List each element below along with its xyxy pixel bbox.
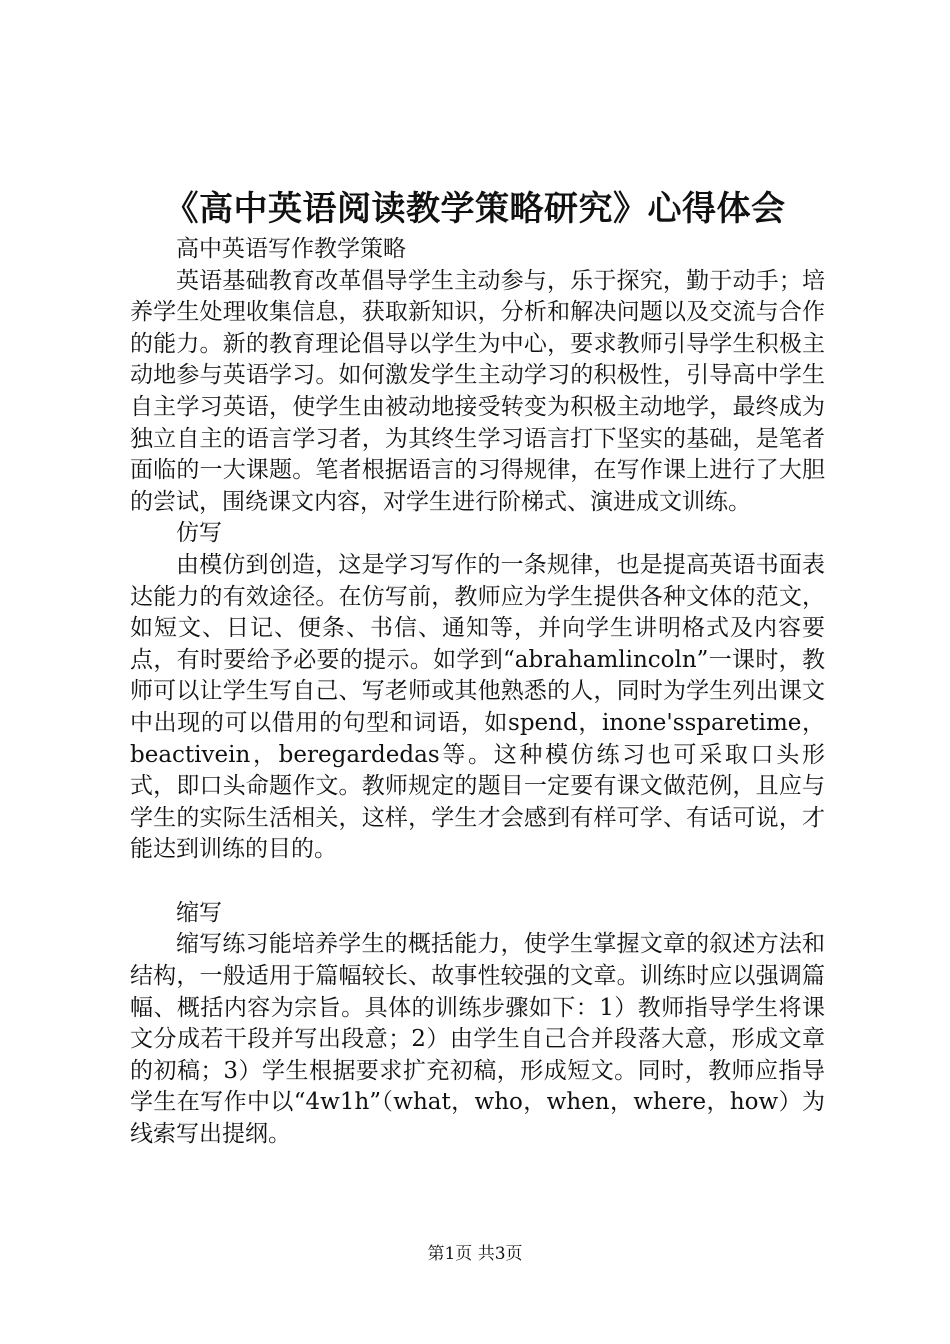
document-title: 《高中英语阅读教学策略研究》心得体会: [164, 189, 786, 229]
paragraph-imitation: 由模仿到创造，这是学习写作的一条规律，也是提高英语书面表达能力的有效途径。在仿写前，教师应为学生提供各种文体的范文，如短文、日记、便条、书信、通知等，并向学生讲明格式及内容要点，有时要给予必要的提示。如学到“abrahamlincoln”一课时，教师可以让学生写自己、写老师或其他熟悉的人，同时为学生列出课文中出现的可以借用的句型和词语，如spend，inone'ssparetime，beactivein，beregardedas等。这种模仿练习也可采取口头形式，即口头命题作文。教师规定的题目一定要有课文做范例，且应与学生的实际生活相关，这样，学生才会感到有样可学、有话可说，才能达到训练的目的。: [130, 551, 825, 863]
section-heading-writing-strategy: 高中英语写作教学策略: [176, 236, 406, 262]
page-number-footer: 第1页 共3页: [427, 1244, 523, 1264]
section-heading-imitation: 仿写: [176, 520, 222, 547]
paragraph-abridgement: 缩写练习能培养学生的概括能力，使学生掌握文章的叙述方法和结构，一般适用于篇幅较长、故事性较强的文章。训练时应以强调篇幅、概括内容为宗旨。具体的训练步骤如下：1）教师指导学生将课文分成若干段并写出段意；2）由学生自己合并段落大意，形成文章的初稿；3）学生根据要求扩充初稿，形成短文。同时，教师应指导学生在写作中以“4w1h”（what，who，when，where，how）为线索写出提纲。: [130, 931, 825, 1148]
section-heading-abridgement: 缩写: [176, 899, 222, 926]
paragraph-introduction: 英语基础教育改革倡导学生主动参与，乐于探究，勤于动手；培养学生处理收集信息，获取新知识，分析和解决问题以及交流与合作的能力。新的教育理论倡导以学生为中心，要求教师引导学生积极主动地参与英语学习。如何激发学生主动学习的积极性，引导高中学生自主学习英语，使学生由被动地接受转变为积极主动地学，最终成为独立自主的语言学习者，为其终生学习语言打下坚实的基础，是笔者面临的一大课题。笔者根据语言的习得规律，在写作课上进行了大胆的尝试，围绕课文内容，对学生进行阶梯式、演进成文训练。: [130, 267, 825, 515]
document-body: [130, 234, 825, 1151]
